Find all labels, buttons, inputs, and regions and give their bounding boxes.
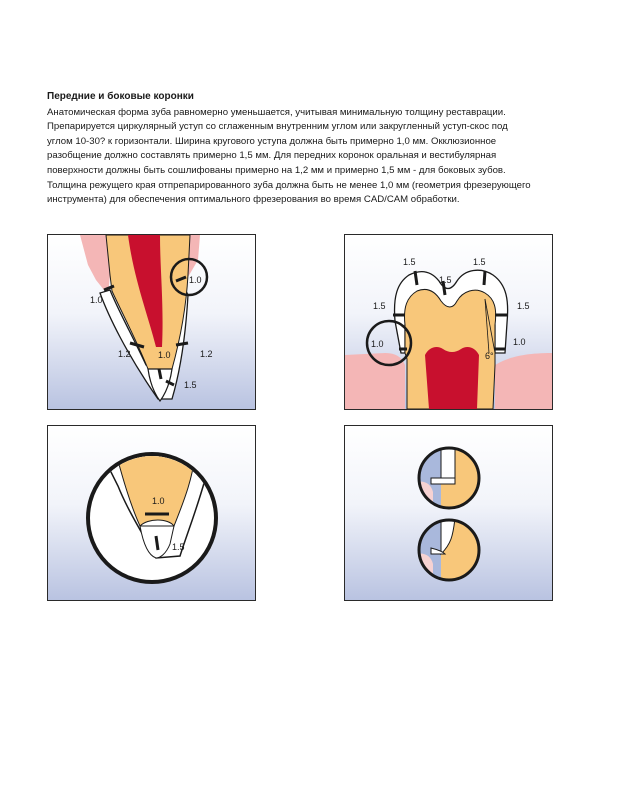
shoulder-detail-illustration xyxy=(345,426,552,600)
measure-label: 1.5 xyxy=(172,542,185,552)
posterior-tooth-illustration xyxy=(345,235,552,409)
measure-label: 1.5 xyxy=(517,301,530,311)
tick-mark xyxy=(159,369,161,379)
measure-label: 1.2 xyxy=(118,349,131,359)
measure-label: 1.5 xyxy=(439,275,452,285)
gum-right xyxy=(495,353,552,409)
gum-left xyxy=(80,235,110,295)
paragraph-line: инструмента) для обеспечения оптимального фрезерования во время CAD/CAM обработки. xyxy=(47,194,460,206)
anterior-tooth-illustration xyxy=(48,235,255,409)
paragraph-line: поверхности должны быть сошлифованы примерно на 1,2 мм и примерно 1,5 мм - для боковых зубов. xyxy=(47,164,506,176)
measure-label: 1.5 xyxy=(184,380,197,390)
measure-label: 1.5 xyxy=(373,301,386,311)
tooth-pulp xyxy=(425,347,479,409)
measure-label: 1.2 xyxy=(200,349,213,359)
incisal-edge-detail-diagram xyxy=(47,425,256,601)
incisal-detail-illustration xyxy=(48,426,255,600)
posterior-crown-diagram xyxy=(344,234,553,410)
measure-label: 1.0 xyxy=(158,350,171,360)
text-block xyxy=(47,90,607,208)
measure-label: 1.5 xyxy=(473,257,486,267)
measure-label: 1.0 xyxy=(152,496,165,506)
tick-mark xyxy=(415,271,417,285)
paragraph-line: углом 10-30? к горизонтали. Ширина кругового уступа должна быть примерно 1,0 мм. Окклюзионное xyxy=(47,135,497,147)
measure-label: 1.0 xyxy=(189,275,202,285)
tick-mark xyxy=(176,343,188,345)
tick-mark xyxy=(156,536,158,550)
description-paragraph xyxy=(47,106,607,208)
paragraph-line: Препарируется циркулярный уступ со сглаженным внутренним углом или закругленный уступ-скос под xyxy=(47,121,508,133)
anterior-crown-diagram xyxy=(47,234,256,410)
paragraph-line: Анатомическая форма зуба равномерно уменьшается, учитывая минимальную толщину реставрации. xyxy=(47,106,506,118)
measure-label: 1.0 xyxy=(513,337,526,347)
watermark-text: forum.onliner.by xyxy=(535,782,625,794)
measure-label: 1.5 xyxy=(403,257,416,267)
paragraph-line: Толщина режущего края отпрепарированного зуба должна быть не менее 1,0 мм (геометрия фрезерующего xyxy=(47,179,531,191)
measure-label: 1.0 xyxy=(371,339,384,349)
measure-label: 1.0 xyxy=(90,295,103,305)
shoulder-preparation-detail-diagram xyxy=(344,425,553,601)
paragraph-line: разобщение должно составлять примерно 1,5 мм. Для передних коронок оральная и вестибулярная xyxy=(47,150,497,162)
angle-label: 6° xyxy=(485,351,494,361)
section-title: Передние и боковые коронки xyxy=(47,91,194,102)
tick-mark xyxy=(484,271,485,285)
